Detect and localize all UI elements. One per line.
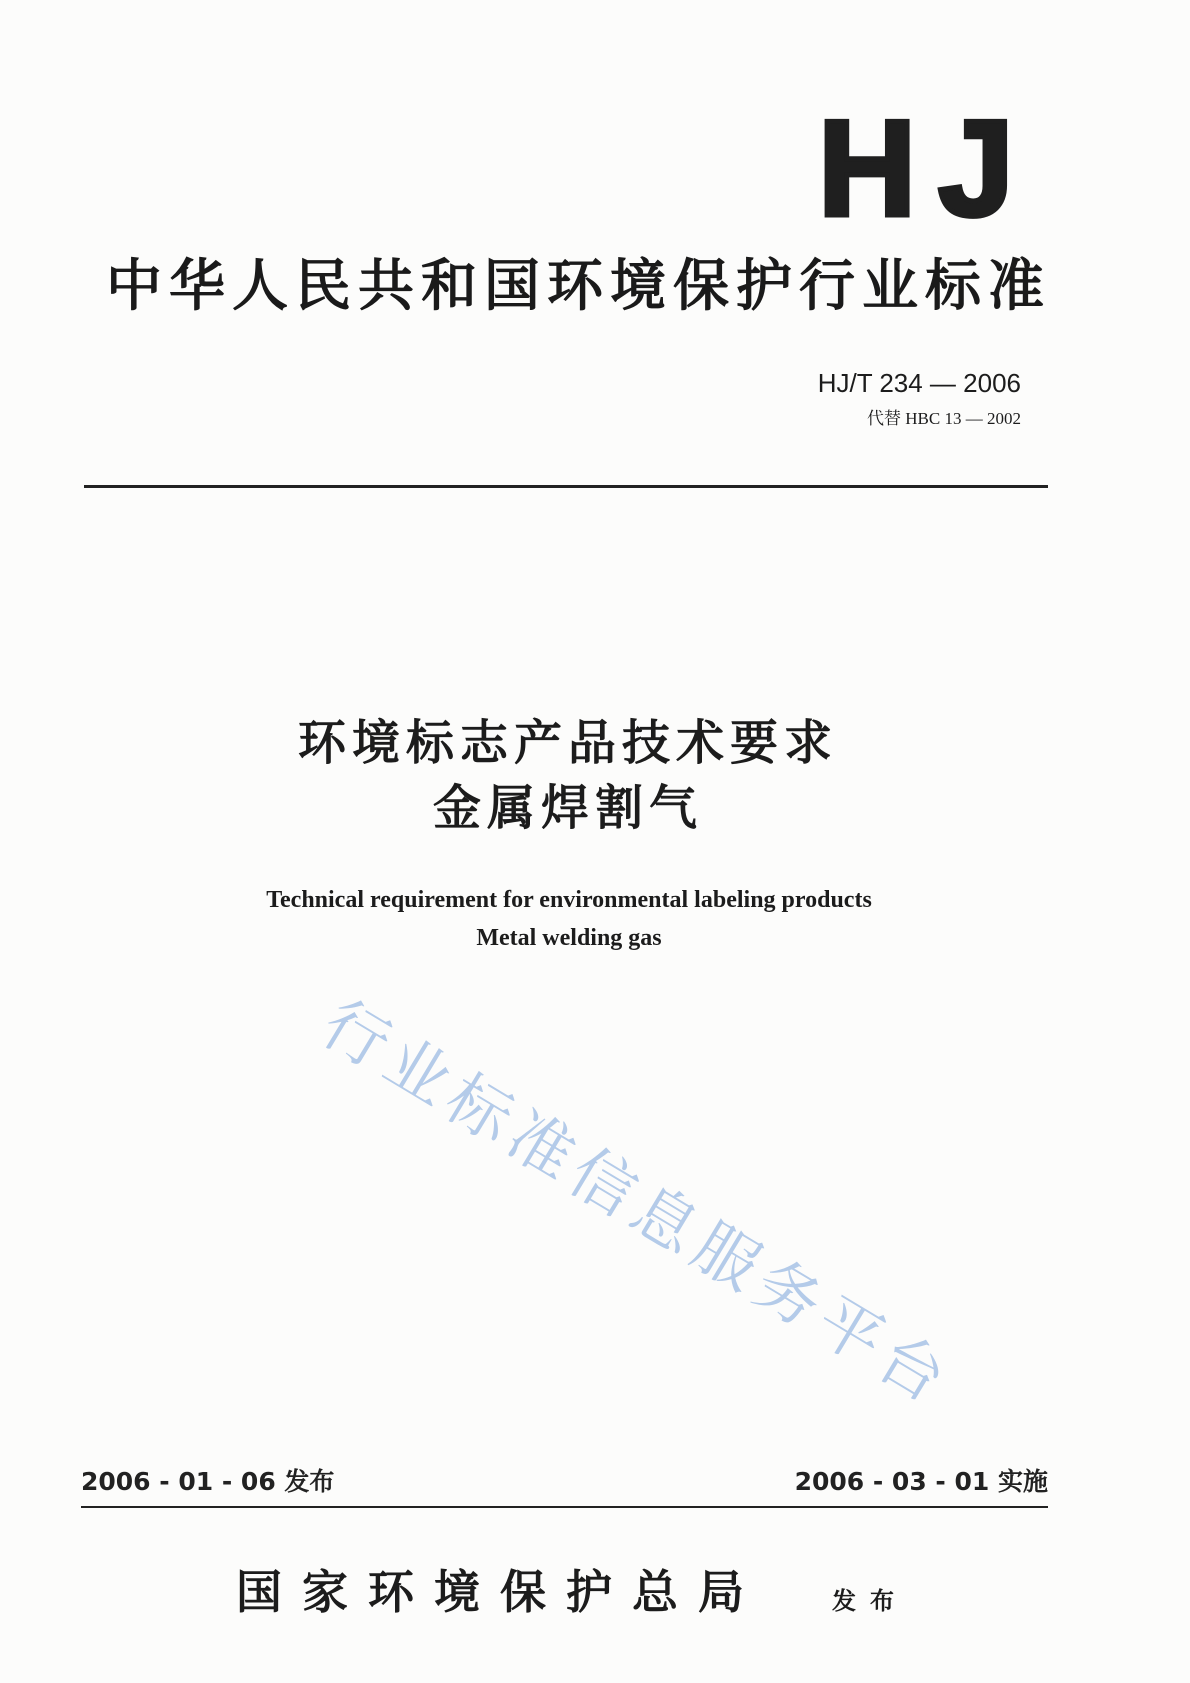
issue-date: 2006 - 01 - 06 发布 [81,1467,335,1496]
standard-number: HJ/T 234 — 2006 [817,368,1021,398]
bottom-divider [81,1506,1048,1508]
publisher-action: 发布 [832,1586,908,1615]
implementation-date: 2006 - 03 - 01 实施 [794,1467,1048,1496]
title-zh-line-1: 环境标志产品技术要求 [297,715,838,771]
standard-category-title: 中华人民共和国环境保护行业标准 [106,253,1051,319]
title-en-line-1: Technical requirement for environmental labeling products [266,887,872,913]
publisher-name: 国家环境保护总局 [236,1565,764,1619]
title-en-line-2: Metal welding gas [476,925,662,951]
hj-logo: HJ [818,92,1036,244]
top-divider [84,485,1048,488]
title-zh-line-2: 金属焊割气 [432,780,703,836]
replaced-standard: 代替 HBC 13 — 2002 [867,409,1021,428]
watermark-text: 行业标准信息服务平台 [309,986,965,1422]
